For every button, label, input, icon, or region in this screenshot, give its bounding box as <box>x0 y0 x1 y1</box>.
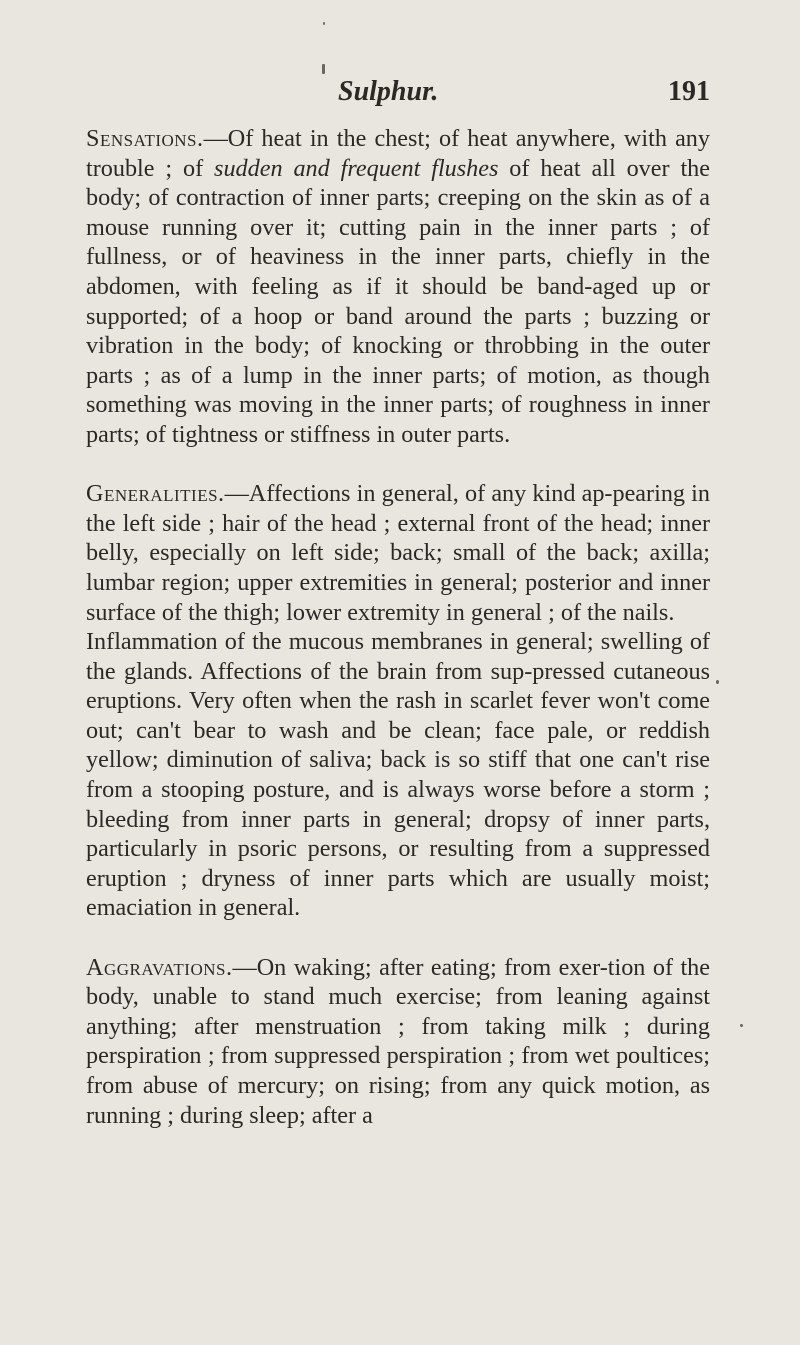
sensations-text-1: —Of heat in the chest; of heat anywhere, with any trouble ; of <box>86 125 710 182</box>
sensations-text-2: of heat all over the body; of contraction of inner parts; creeping on the skin as of a mouse running over it; cutting pain in the inner parts ; of fullness, or of heaviness in the inner parts, chiefly in the abdomen, with feeling as if it should be band-aged up or supported; of a hoop or band around the parts ; buzzing or vibration in the body; of knocking or throbbing in the outer parts ; as of a lump in the inner parts; of motion, as though something was moving in the inner parts; of roughness in inner parts; of tightness or stiffness in outer parts. <box>86 154 710 448</box>
generalities-continuation-text: Inflammation of the mucous membranes in general; swelling of the glands. Affections of the brain from sup-pressed cutaneous eruptions. Very often when the rash in scarlet fever won't come out; can't bear to wash and be clean; face pale, or reddish yellow; diminution of saliva; back is so stiff that one can't rise from a stooping posture, and is always worse before a storm ; bleeding from inner parts in general; dropsy of inner parts, particularly in psoric persons, or resulting from a suppressed eruption ; dryness of inner parts which are usually moist; emaciation in general. <box>86 628 710 922</box>
paper-speck <box>716 680 719 684</box>
page-number: 191 <box>668 76 710 107</box>
aggravations-paragraph <box>86 953 710 1131</box>
aggravations-text: —On waking; after eating; from exer-tion of the body, unable to stand much exercise; from leaning against anything; after menstruation ; from taking milk ; during perspiration ; from suppressed perspiration ; from wet poultices; from abuse of mercury; on rising; from any quick motion, as running ; during sleep; after a <box>86 953 710 1129</box>
paper-speck <box>323 22 325 25</box>
generalities-text: —Affections in general, of any kind ap-pearing in the left side ; hair of the head ; external front of the head; inner belly, especially on left side; back; small of the back; axilla; lumbar region; upper extremities in general; posterior and inner surface of the thigh; lower extremity in general ; of the nails. <box>86 480 710 626</box>
generalities-continuation <box>86 627 710 923</box>
sensations-paragraph <box>86 124 710 450</box>
aggravations-heading: Aggravations. <box>86 953 233 981</box>
paper-speck <box>322 64 325 74</box>
running-head-title: Sulphur. <box>338 76 439 107</box>
generalities-paragraph <box>86 479 710 627</box>
body-text <box>86 124 710 1130</box>
sensations-emphasis: sudden and frequent flushes <box>214 154 499 182</box>
generalities-heading: Generalities. <box>86 480 225 508</box>
paper-speck <box>740 1024 743 1027</box>
running-head <box>338 76 710 112</box>
sensations-heading: Sensations. <box>86 125 204 152</box>
